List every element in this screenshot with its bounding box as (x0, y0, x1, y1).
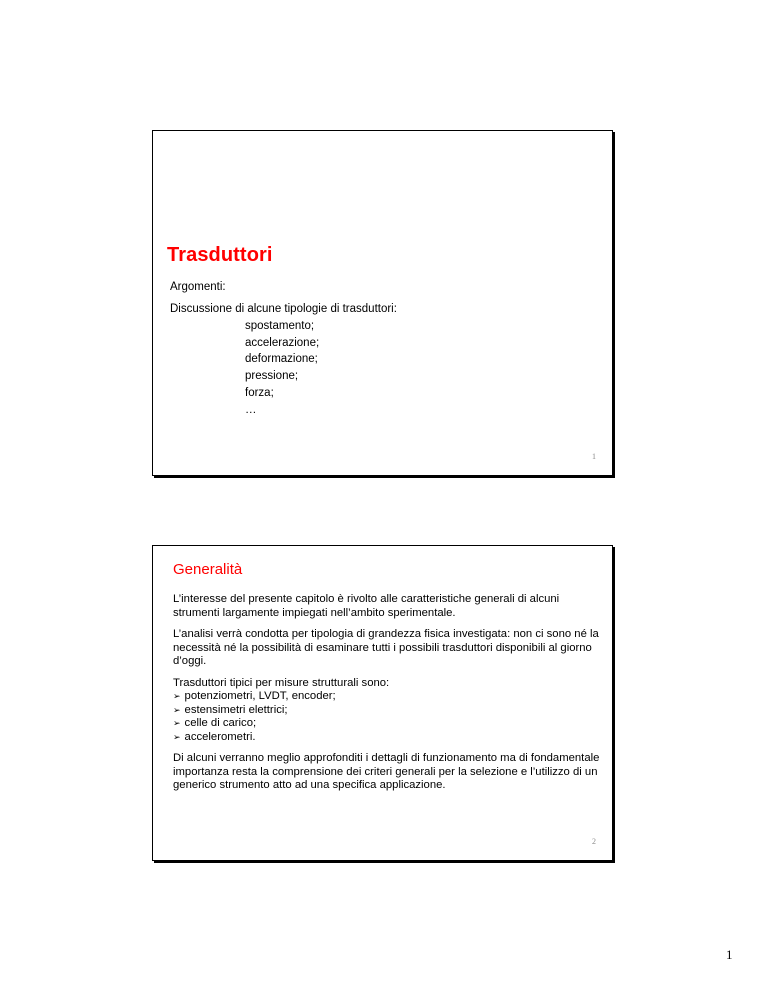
page-number: 1 (726, 947, 733, 962)
arrow-bullet-icon: ➢ (173, 731, 181, 742)
slide-1-intro: Argomenti: (170, 281, 226, 293)
list-item: deformazione; (245, 353, 318, 366)
transducer-list-block (173, 677, 603, 745)
list-item (173, 731, 603, 745)
list-item: forza; (245, 386, 274, 399)
arrow-bullet-icon: ➢ (173, 691, 181, 701)
paragraph: Di alcuni verranno meglio approfonditi i dettagli di funzionamento ma di fondamentale importanza resta la comprensione dei criteri generali per la selezione e l’utilizzo di un generico strumento atto ad una specifica applicazione. (173, 752, 600, 791)
list-item-label: estensimetri elettrici; (184, 703, 288, 716)
paragraph: L’interesse del presente capitolo è rivolto alle caratteristiche generali di alcuni strumenti largamente impiegati nell’ambito sperimentale. (173, 593, 560, 619)
topic-list (170, 318, 397, 418)
slide-1-title: Trasduttori (167, 244, 273, 266)
list-item: accelerazione; (245, 336, 320, 349)
list-item (173, 704, 603, 718)
slide-2-body (173, 593, 603, 801)
list-item: … (245, 403, 257, 416)
slide-1-body (170, 279, 397, 418)
slide-2 (152, 545, 613, 861)
transducer-list (173, 690, 603, 744)
slide-1 (152, 130, 613, 476)
slide-2-title: Generalità (173, 561, 243, 578)
list-item (173, 717, 603, 731)
list-item (173, 690, 603, 704)
list-item: spostamento; (245, 320, 315, 332)
arrow-bullet-icon: ➢ (173, 704, 181, 715)
paragraph: L’analisi verrà condotta per tipologia di grandezza fisica investigata: non ci sono né la necessità né la possibilità di esaminare tutti i possibili trasduttori disponibili al giorno d’oggi. (173, 628, 599, 667)
list-item-label: celle di carico; (184, 717, 257, 729)
slide-1-lead: Discussione di alcune tipologie di trasduttori: (170, 303, 397, 315)
slide-number: 2 (592, 837, 596, 846)
transducer-list-lead: Trasduttori tipici per misure strutturali sono: (173, 676, 390, 689)
list-item-label: potenziometri, LVDT, encoder; (184, 690, 336, 702)
list-item: pressione; (245, 370, 299, 383)
list-item-label: accelerometri. (184, 730, 256, 743)
arrow-bullet-icon: ➢ (173, 718, 181, 728)
slide-number: 1 (592, 452, 596, 461)
